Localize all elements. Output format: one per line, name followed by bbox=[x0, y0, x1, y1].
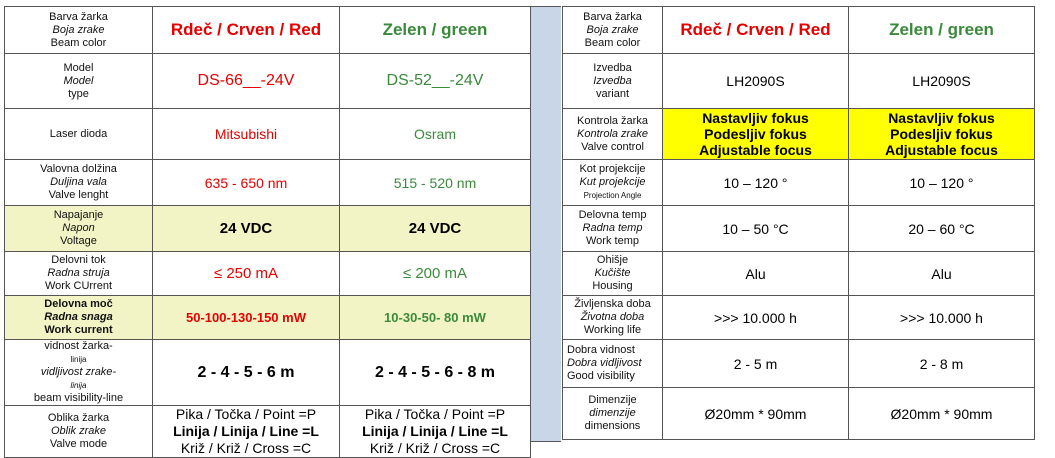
green-power-value: 10-30-50- 80 mW bbox=[340, 296, 531, 340]
mode-cross: Križ / Križ / Cross =C bbox=[369, 440, 501, 456]
mode-line: Linija / Linija / Line =L bbox=[173, 423, 319, 439]
green-column-header: Zelen / green bbox=[849, 7, 1035, 54]
row-label: Dobra vidnost Dobra vidljivost Good visibility bbox=[563, 340, 663, 388]
red-dims-value: Ø20mm * 90mm bbox=[663, 388, 849, 440]
row-label: Dimenzije dimenzije dimensions bbox=[563, 388, 663, 440]
green-dims-value: Ø20mm * 90mm bbox=[849, 388, 1035, 440]
red-column-header: Rdeč / Crven / Red bbox=[663, 7, 849, 54]
red-angle-value: 10 – 120 ° bbox=[663, 160, 849, 206]
red-control-value: Nastavljiv fokus Podesljiv fokus Adjustable focus bbox=[663, 109, 849, 160]
row-label: Oblika žarka Oblik zrake Valve mode bbox=[5, 406, 153, 458]
row-label: vidnost žarka- linija vidljivost zrake- linija beam visibility-line bbox=[5, 340, 153, 406]
table-row bbox=[563, 296, 1035, 340]
red-mode-value bbox=[153, 406, 340, 458]
green-life-value: >>> 10.000 h bbox=[849, 296, 1035, 340]
green-visibility-value: 2 - 4 - 5 - 6 - 8 m bbox=[340, 340, 531, 406]
table-row bbox=[5, 252, 531, 296]
table-row bbox=[563, 388, 1035, 440]
row-label: Delovni tok Radna struja Work CUrrent bbox=[5, 252, 153, 296]
green-angle-value: 10 – 120 ° bbox=[849, 160, 1035, 206]
column-separator bbox=[531, 6, 561, 442]
red-variant-value: LH2090S bbox=[663, 54, 849, 109]
mode-line: Linija / Linija / Line =L bbox=[362, 423, 508, 439]
table-row bbox=[563, 7, 1035, 54]
green-column-header: Zelen / green bbox=[340, 7, 531, 54]
table-row bbox=[5, 206, 531, 252]
table-row bbox=[563, 109, 1035, 160]
red-visibility-value: 2 - 4 - 5 - 6 m bbox=[153, 340, 340, 406]
row-label: Kot projekcije Kut projekcije Projection Angle bbox=[563, 160, 663, 206]
green-current-value: ≤ 200 mA bbox=[340, 252, 531, 296]
red-power-value: 50-100-130-150 mW bbox=[153, 296, 340, 340]
table-row bbox=[563, 160, 1035, 206]
red-wavelength-value: 635 - 650 nm bbox=[153, 160, 340, 206]
table-row bbox=[5, 160, 531, 206]
row-label: Ohišje Kučište Housing bbox=[563, 252, 663, 296]
mode-point: Pika / Točka / Point =P bbox=[364, 406, 506, 422]
green-mode-value bbox=[340, 406, 531, 458]
left-spec-table bbox=[4, 6, 531, 458]
red-voltage-value: 24 VDC bbox=[153, 206, 340, 252]
row-label: Valovna dolžina Duljina vala Valve lenght bbox=[5, 160, 153, 206]
green-temp-value: 20 – 60 °C bbox=[849, 206, 1035, 252]
green-housing-value: Alu bbox=[849, 252, 1035, 296]
red-model-value: DS-66__-24V bbox=[153, 54, 340, 109]
row-label: Barva žarka Boja zrake Beam color bbox=[563, 7, 663, 54]
row-label: Napajanje Napon Voltage bbox=[5, 206, 153, 252]
green-diode-value: Osram bbox=[340, 109, 531, 160]
right-spec-table bbox=[562, 6, 1035, 440]
red-goodvis-value: 2 - 5 m bbox=[663, 340, 849, 388]
table-row bbox=[5, 406, 531, 458]
table-row bbox=[563, 340, 1035, 388]
row-label: Izvedba Izvedba variant bbox=[563, 54, 663, 109]
red-diode-value: Mitsubishi bbox=[153, 109, 340, 160]
green-model-value: DS-52__-24V bbox=[340, 54, 531, 109]
table-row bbox=[563, 252, 1035, 296]
green-wavelength-value: 515 - 520 nm bbox=[340, 160, 531, 206]
green-voltage-value: 24 VDC bbox=[340, 206, 531, 252]
table-row bbox=[5, 340, 531, 406]
row-label: Model Model type bbox=[5, 54, 153, 109]
row-label: Delovna moč Radna snaga Work current bbox=[5, 296, 153, 340]
row-label: Kontrola žarka Kontrola zrake Valve control bbox=[563, 109, 663, 160]
mode-point: Pika / Točka / Point =P bbox=[175, 406, 317, 422]
row-label: Laser dioda bbox=[5, 109, 153, 160]
mode-cross: Križ / Križ / Cross =C bbox=[180, 440, 312, 456]
table-row bbox=[5, 296, 531, 340]
table-row bbox=[563, 54, 1035, 109]
table-row bbox=[5, 54, 531, 109]
row-label: Delovna temp Radna temp Work temp bbox=[563, 206, 663, 252]
table-row bbox=[563, 206, 1035, 252]
row-label: Barva žarka Boja zrake Beam color bbox=[5, 7, 153, 54]
table-row bbox=[5, 7, 531, 54]
green-control-value: Nastavljiv fokus Podesljiv fokus Adjustable focus bbox=[849, 109, 1035, 160]
red-life-value: >>> 10.000 h bbox=[663, 296, 849, 340]
red-temp-value: 10 – 50 °C bbox=[663, 206, 849, 252]
green-variant-value: LH2090S bbox=[849, 54, 1035, 109]
row-label: Življenska doba Životna doba Working life bbox=[563, 296, 663, 340]
red-housing-value: Alu bbox=[663, 252, 849, 296]
red-column-header: Rdeč / Crven / Red bbox=[153, 7, 340, 54]
red-current-value: ≤ 250 mA bbox=[153, 252, 340, 296]
table-row bbox=[5, 109, 531, 160]
green-goodvis-value: 2 - 8 m bbox=[849, 340, 1035, 388]
